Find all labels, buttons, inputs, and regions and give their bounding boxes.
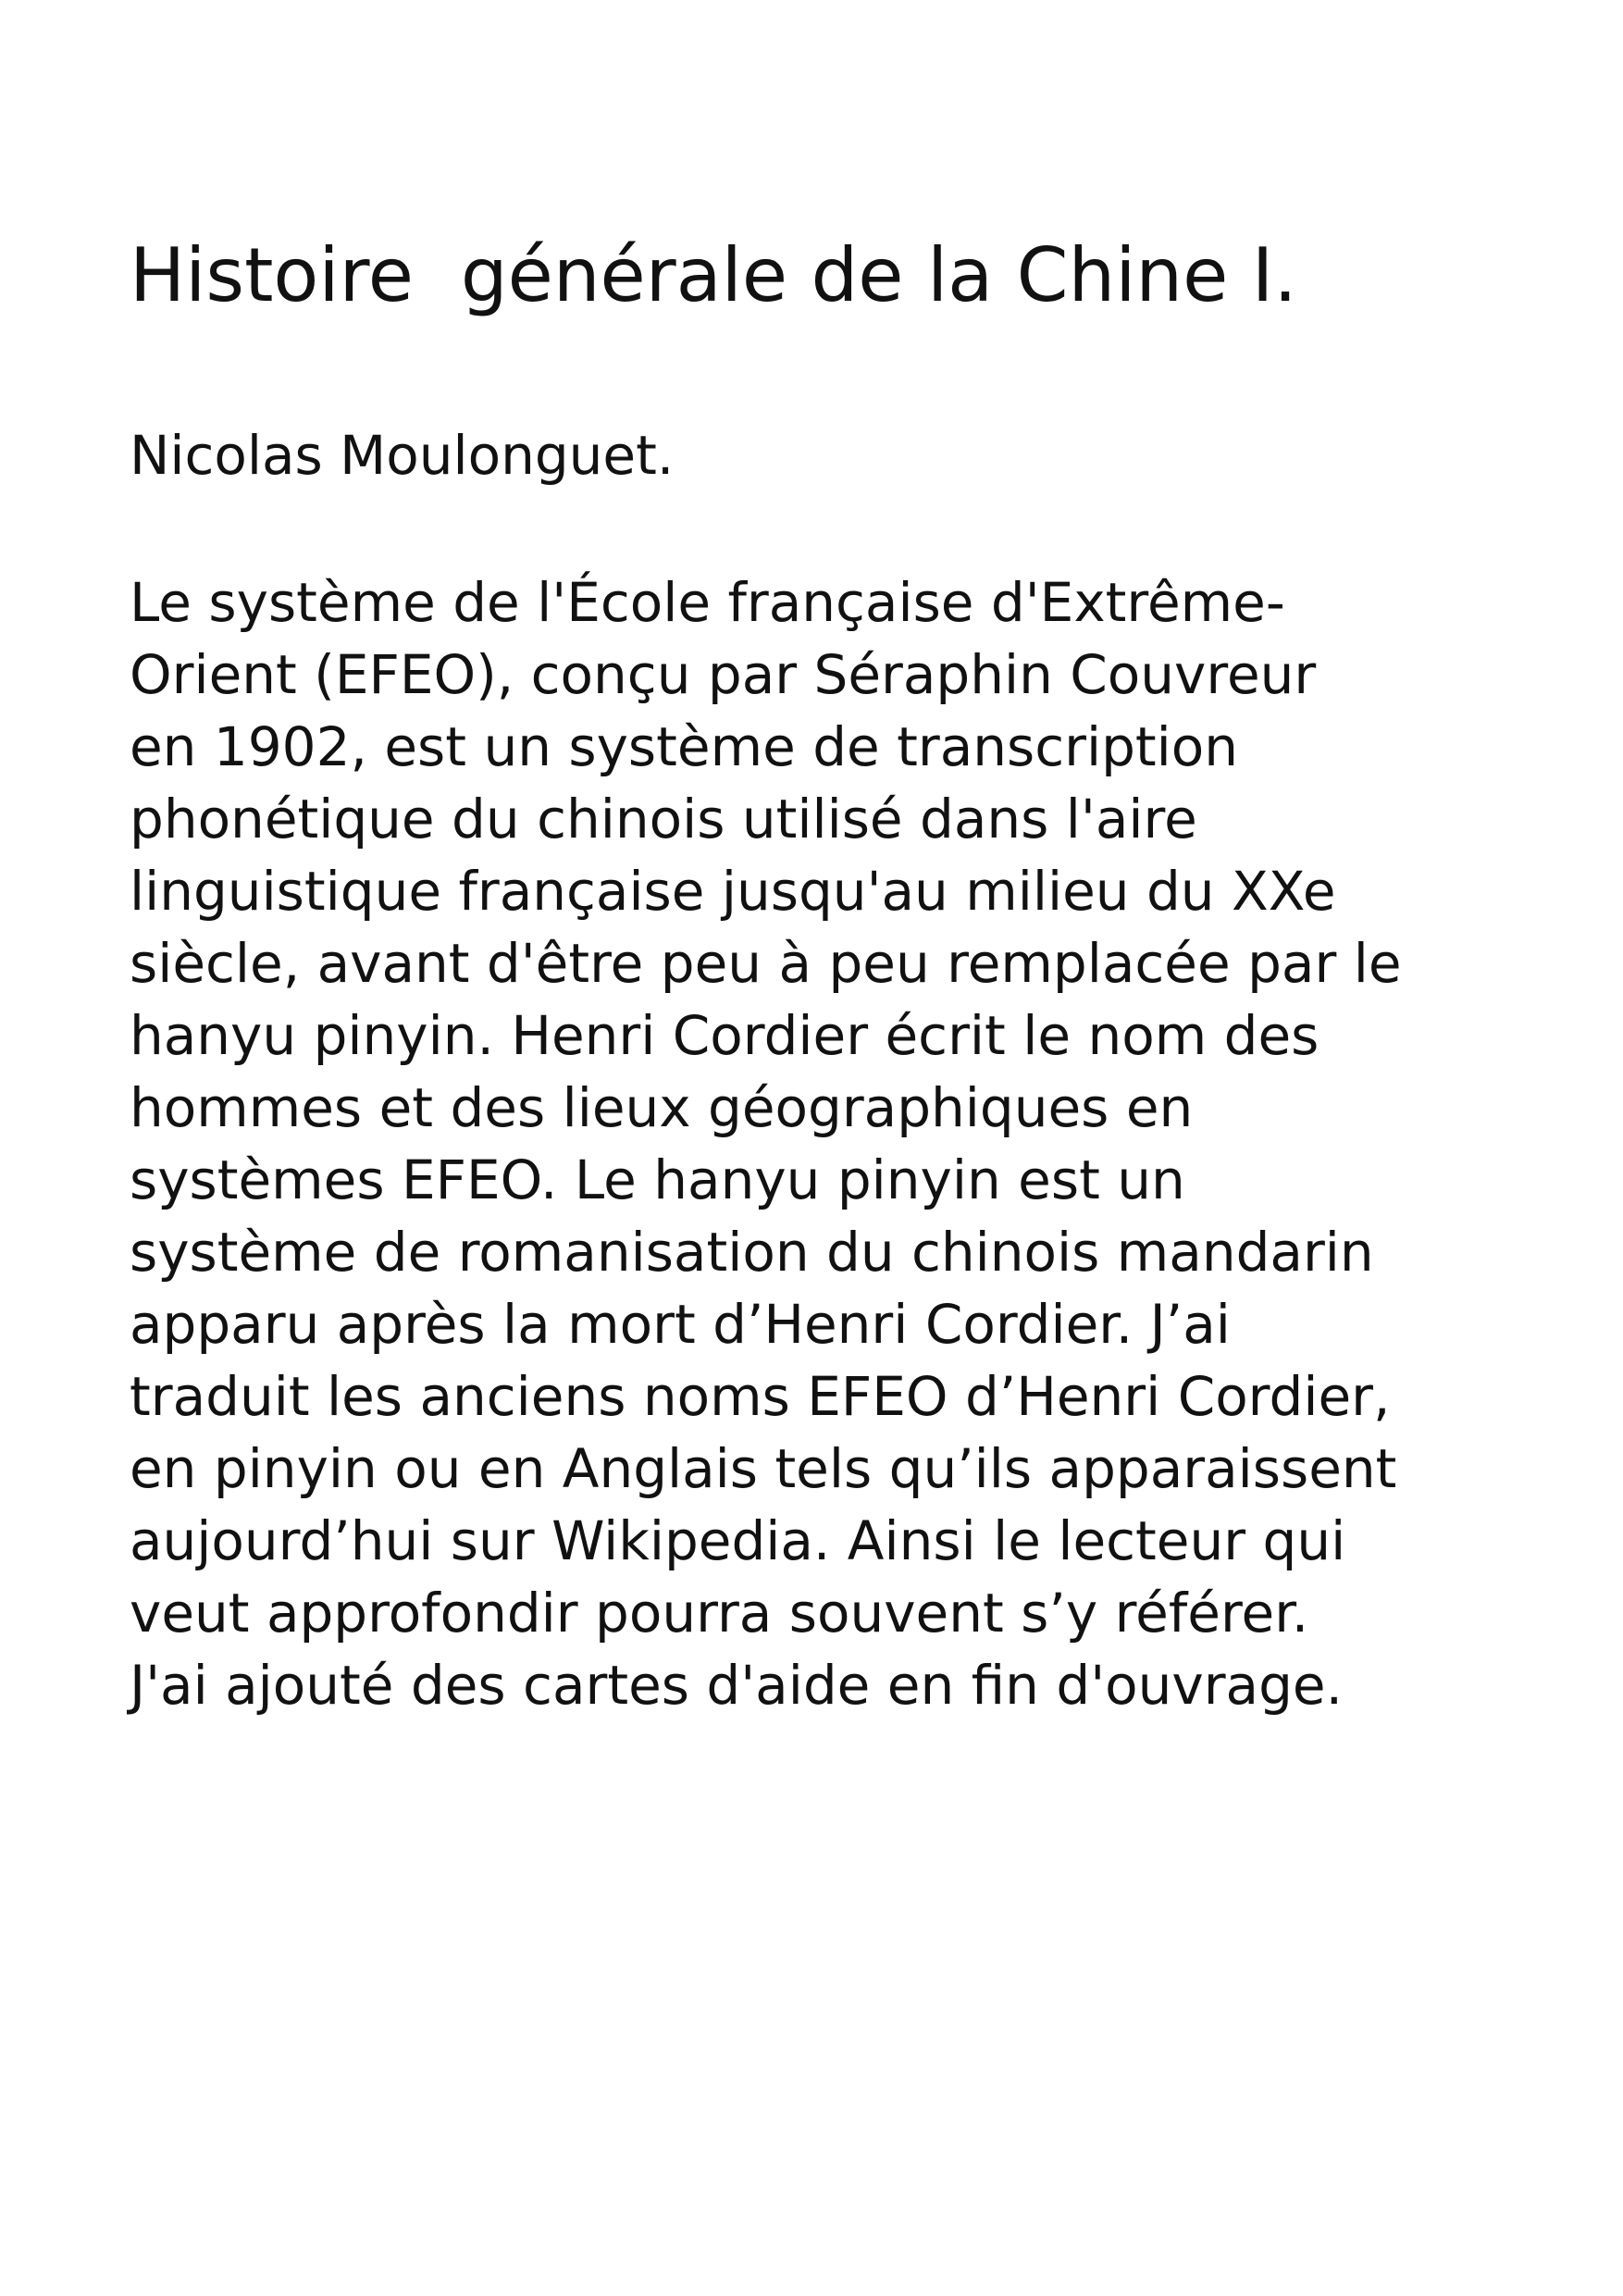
body-paragraph — [130, 566, 1402, 1721]
paragraph-line: hommes et des lieux géographiques en — [130, 1076, 1194, 1139]
paragraph-line: Le système de l'École française d'Extrême- — [130, 571, 1285, 634]
paragraph-line: phonétique du chinois utilisé dans l'aire — [130, 788, 1197, 850]
paragraph-line: systèmes EFEO. Le hanyu pinyin est un — [130, 1148, 1185, 1211]
paragraph-line: siècle, avant d'être peu à peu remplacée par le — [130, 932, 1402, 995]
document-title: Histoire générale de la Chine I. — [130, 232, 1297, 318]
paragraph-line: veut approfondir pourra souvent s’y référer. — [130, 1582, 1309, 1644]
paragraph-line: en pinyin ou en Anglais tels qu’ils apparaissent — [130, 1437, 1397, 1500]
paragraph-line: système de romanisation du chinois mandarin — [130, 1221, 1374, 1284]
paragraph-line: hanyu pinyin. Henri Cordier écrit le nom des — [130, 1004, 1319, 1067]
paragraph-line: linguistique française jusqu'au milieu du XXe — [130, 860, 1336, 923]
paragraph-line: aujourd’hui sur Wikipedia. Ainsi le lecteur qui — [130, 1509, 1346, 1572]
paragraph-line: apparu après la mort d’Henri Cordier. J’ai — [130, 1293, 1231, 1356]
paragraph-line: en 1902, est un système de transcription — [130, 715, 1239, 778]
paragraph-line: traduit les anciens noms EFEO d’Henri Cordier, — [130, 1365, 1391, 1428]
paragraph-line: J'ai ajouté des cartes d'aide en fin d'ouvrage. — [130, 1654, 1344, 1717]
author-name: Nicolas Moulonguet. — [130, 424, 675, 487]
paragraph-line: Orient (EFEO), conçu par Séraphin Couvreur — [130, 643, 1317, 706]
